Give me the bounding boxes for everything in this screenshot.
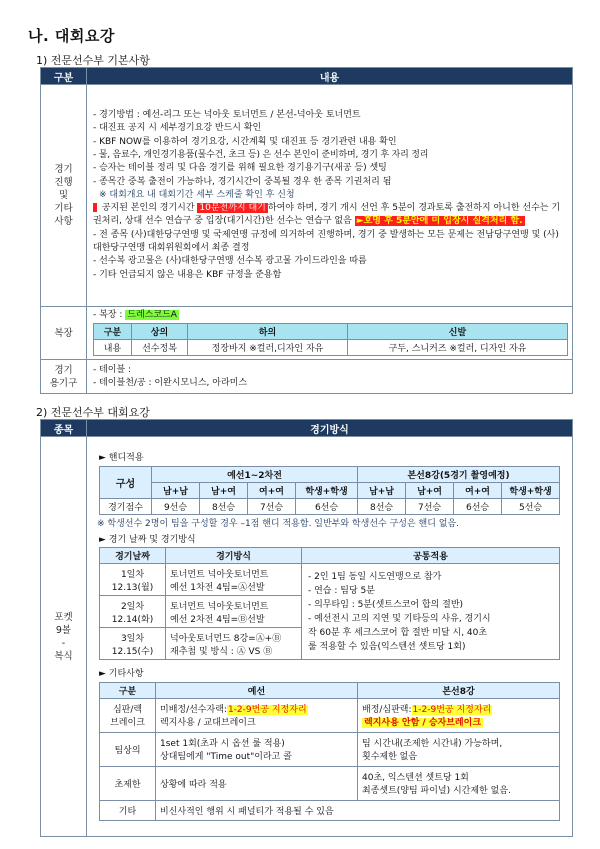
- method-content: [87, 437, 573, 837]
- hc-head-final: 본선8강(5경기 촬영예정): [358, 466, 560, 482]
- hc-cell: 6선승: [296, 498, 358, 514]
- dress-code-line: - 복장 : 드레스코드A: [93, 310, 177, 320]
- rule-line: - 대진표 공지 시 세부경기요강 반드시 확인: [93, 123, 262, 134]
- section2-heading: 2) 전문선수부 대회요강: [36, 406, 150, 419]
- sch-date: 2일차 12.14(화): [100, 596, 166, 628]
- rule-line: - KBF NOW를 이용하여 경기요강, 시간계획 및 대진표 등 경기관련 내용 확인: [93, 136, 397, 147]
- hc-cell: 8선승: [200, 498, 248, 514]
- page-title: 나. 대회요강: [28, 27, 115, 45]
- sch-head: 경기날짜: [100, 548, 166, 564]
- handicap-table: [99, 466, 560, 515]
- red-marker-icon: [93, 203, 97, 212]
- rule-line: - 경기방법 : 예선-리그 또는 넉아웃 토너먼트 / 본선-넉아웃 토너먼트: [93, 110, 361, 121]
- dress-cell: 정장바지 ※컬러,디자인 자유: [188, 340, 348, 356]
- sch-common: - 2인 1팀 동일 시도연맹으로 참가 - 연습 : 팀당 5분 - 의무타임 : 5분(셋트스코어 합의 절반) - 예선전시 고의 지연 및 기타등의 사유, 경기시 작 60분 후 세크스코어 합 절반 미달 시, 40초 룰 적용할 수 있음(익스텐션 셋트당 1회): [302, 564, 560, 660]
- etc-head: 본선8강: [358, 682, 560, 698]
- etc-head: 예선: [156, 682, 358, 698]
- hc-cell: 6선승: [454, 498, 502, 514]
- rule-line: - 물, 음료수, 개인경기용품(물수건, 초크 등) 은 선수 본인이 준비하며, 경기 후 자리 정리: [93, 149, 429, 160]
- hc-sub-head: 남+여: [406, 482, 454, 498]
- etc-table: [99, 682, 560, 821]
- handicap-note: ※ 학생선수 2명이 팀을 구성할 경우 –1점 핸디 적용함. 일반부와 학생선수 구성은 핸디 없음.: [97, 518, 460, 529]
- hc-cell: 9선승: [152, 498, 200, 514]
- col-head-content: 내용: [87, 68, 573, 85]
- hc-row-label: 경기점수: [100, 498, 152, 514]
- section1-heading: 1) 전문선수부 기본사항: [36, 54, 150, 67]
- hc-head-prelim: 예선1~2차전: [152, 466, 358, 482]
- hc-cell: 7선승: [248, 498, 296, 514]
- equipment-line: - 테이블 :: [93, 364, 132, 375]
- hc-sub-head: 학생+학생: [502, 482, 560, 498]
- hc-sub-head: 여+여: [248, 482, 296, 498]
- rule-line: - 전 종목 (사)대한당구연맹 및 국제연맹 규정에 의거하여 진행하며, 경기 중 발생하는 모든 문제는 전남당구연맹 및 (사)대한당구연맹 대회위원회에서 최종 결정: [93, 229, 559, 254]
- schedule-table: [99, 547, 560, 660]
- disqualify-highlight: ►호명 후 5분안에 미 입장시 실격처리 함.: [356, 216, 523, 227]
- etc-other-cell: 비신사적인 행위 시 패널티가 적용될 수 있음: [156, 800, 560, 820]
- row-label-dress: 복장: [41, 307, 87, 360]
- sch-method: 토너먼트 넉아웃토너먼트 예선 1차전 4팀=Ⓐ선발: [166, 564, 302, 596]
- hc-cell: 8선승: [358, 498, 406, 514]
- etc-prelim-cell: 1set 1회(초과 시 옵션 룰 적용) 상대팀에게 "Time out"이라고 콜: [156, 732, 358, 766]
- etc-prelim-cell: 상황에 따라 적용: [156, 766, 358, 800]
- handicap-title: ► 핸디적용: [99, 453, 144, 464]
- late-rule: 공지된 본인의 경기시간 10분전까지 대기 하여야 하며, 경기 개시 선언 후 5분이 경과토록 출전하지 아니한 선수는 기권처리, 상대 선수 연습구 중 입장(대기시간)한 선수는 연습구 없음 ►호명 후 5분안에 미 입장시 실격처리 함.: [93, 203, 561, 227]
- etc-label: 팀상의: [100, 732, 156, 766]
- hc-sub-head: 남+남: [358, 482, 406, 498]
- event-label: 포켓 9볼 - 복식: [41, 437, 87, 837]
- hc-head-gubun: 구성: [100, 466, 152, 498]
- col-head-category: 구분: [41, 68, 87, 85]
- hc-sub-head: 학생+학생: [296, 482, 358, 498]
- rule-line: - 기타 언급되지 않은 내용은 KBF 규정을 준용함: [93, 269, 282, 280]
- hc-cell: 7선승: [406, 498, 454, 514]
- schedule-note: ※ 대회개요 내 대회기간 세부 스케줄 확인 후 신청: [99, 189, 295, 200]
- dress-head: 하의: [188, 324, 348, 340]
- hc-sub-head: 여+여: [454, 482, 502, 498]
- sch-method: 토너먼트 넉아웃토너먼트 예선 2차전 4팀=Ⓑ선발: [166, 596, 302, 628]
- sch-head: 공통적용: [302, 548, 560, 564]
- rule-line: - 승자는 테이블 정리 및 다음 경기를 위해 필요한 경기용기구(새공 등) 셋팅: [93, 163, 387, 174]
- etc-prelim-cell: 미배정/선수자랙:1-2-9번공 지정자리 렉지사용 / 교대브레이크: [156, 698, 358, 732]
- dress-cell: 구두, 스니커즈 ※컬러, 디자인 자유: [348, 340, 568, 356]
- row-label-progress: 경기 진행 및 기타 사항: [41, 85, 87, 307]
- etc-title: ► 기타사항: [99, 669, 144, 680]
- dress-head: 상의: [132, 324, 188, 340]
- etc-label: 심판/렉 브레이크: [100, 698, 156, 732]
- dress-head: 신발: [348, 324, 568, 340]
- dress-cell: 선수정복: [132, 340, 188, 356]
- dress-content: [87, 307, 573, 360]
- ball-position-highlight: 1-2-9번공 지정자리: [227, 705, 307, 716]
- sch-date: 3일차 12.15(수): [100, 628, 166, 660]
- wait-highlight: 10분전까지 대기: [199, 203, 266, 214]
- col-head-event: 종목: [41, 420, 87, 437]
- etc-final-cell: 40초, 익스텐션 셋트당 1회 최종셋트(양팀 파이널) 시간제한 없음.: [358, 766, 560, 800]
- ball-position-highlight: 1-2-9번공 지정자리: [412, 705, 492, 716]
- progress-content: [87, 85, 573, 307]
- basic-info-table: [40, 67, 573, 394]
- rule-line: - 선수복 광고물은 (사)대한당구연맹 선수복 광고물 가이드라인을 따름: [93, 256, 367, 267]
- dress-head: 구분: [94, 324, 132, 340]
- hc-cell: 5선승: [502, 498, 560, 514]
- dress-cell: 내용: [94, 340, 132, 356]
- col-head-method: 경기방식: [87, 420, 573, 437]
- etc-final-cell: 배정/심판랙:1-2-9번공 지정자리 렉지사용 안함 / 승자브레이크: [358, 698, 560, 732]
- hc-sub-head: 남+남: [152, 482, 200, 498]
- row-label-equipment: 경기 용기구: [41, 360, 87, 394]
- dress-code-value: 드레스코드A: [127, 310, 177, 320]
- etc-label: 기타: [100, 800, 156, 820]
- hc-sub-head: 남+여: [200, 482, 248, 498]
- etc-final-cell: 팀 시간내(조제한 시간내) 가능하며, 횟수제한 없음: [358, 732, 560, 766]
- etc-head: 구분: [100, 682, 156, 698]
- etc-label: 초제한: [100, 766, 156, 800]
- sch-head: 경기방식: [166, 548, 302, 564]
- tournament-table: [40, 419, 573, 837]
- equipment-content: [87, 360, 573, 394]
- equipment-line: - 테이블천/공 : 이완시모니스, 아라미스: [93, 377, 248, 388]
- schedule-title: ► 경기 날짜 및 경기방식: [99, 535, 196, 545]
- winner-break-highlight: 렉지사용 안함 / 승자브레이크: [364, 718, 482, 729]
- sch-method: 넉아웃토너먼드 8강=Ⓐ+Ⓑ 재추첨 및 방식 : Ⓐ VS Ⓑ: [166, 628, 302, 660]
- rule-line: - 종목간 중복 출전이 가능하나, 경기시간이 중복될 경우 한 종목 기권처리 됨: [93, 176, 392, 187]
- dress-table: [93, 323, 568, 356]
- sch-date: 1일차 12.13(월): [100, 564, 166, 596]
